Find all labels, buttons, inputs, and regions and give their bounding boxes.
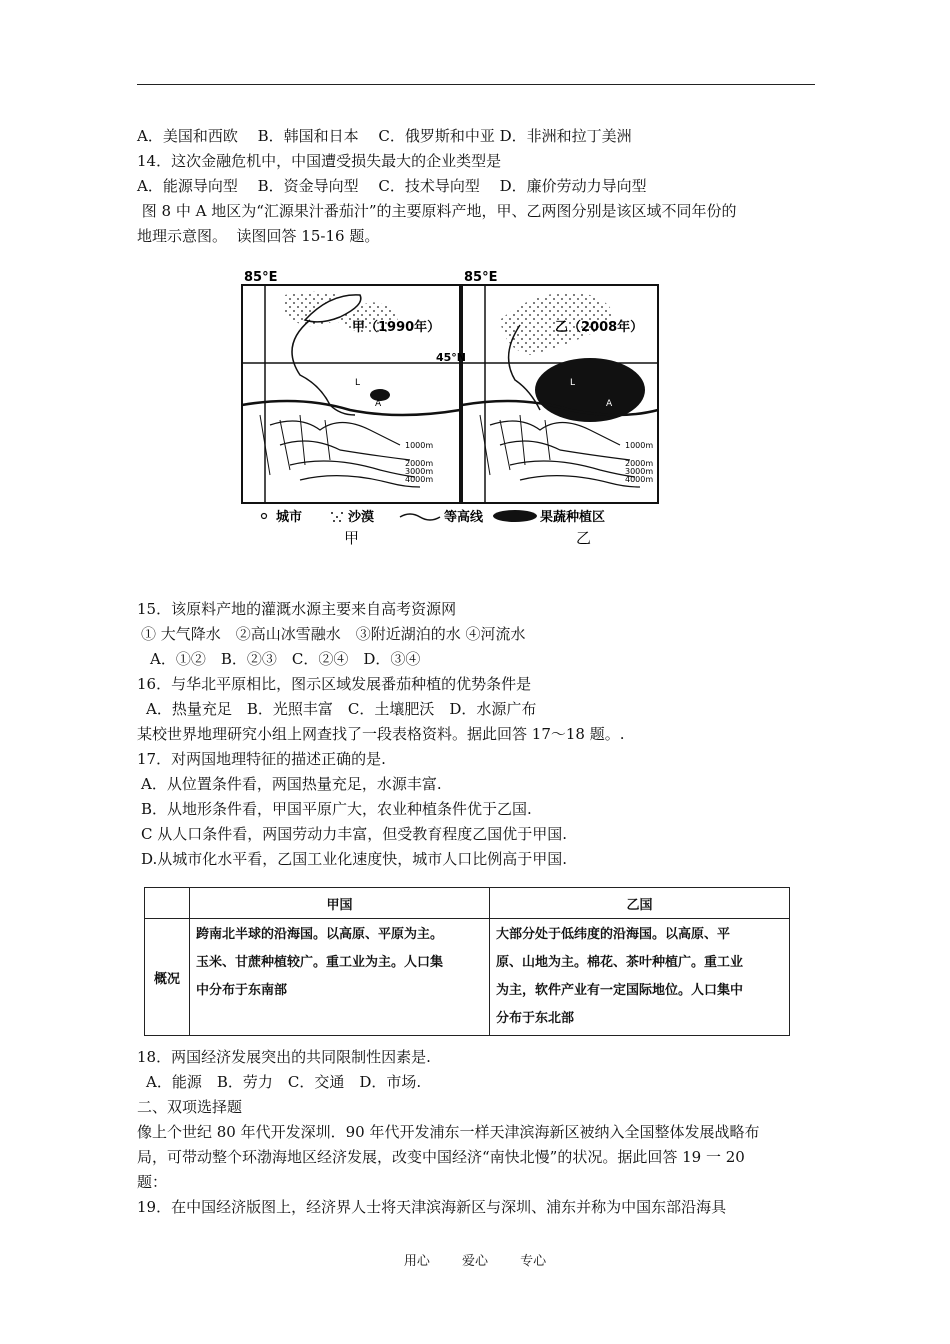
legend-city: 城市 <box>276 510 303 525</box>
intro-19-line1: 像上个世纪 80 年代开发深圳．90 年代开发浦东一样天津滨海新区被纳入全国整体发展战略布 <box>137 1123 760 1141</box>
footer-item: 爱心 <box>461 1254 488 1269</box>
table-cell-right-line: 为主，软件产业有一定国际地位。人口集中 <box>496 983 744 998</box>
q17-option-a: A．从位置条件看，两国热量充足，水源丰富. <box>141 775 442 793</box>
section-heading: 二、双项选择题 <box>137 1098 243 1116</box>
contour-4000-left: 4000m <box>405 475 434 484</box>
q13-options: A．美国和西欧 B．韩国和日本 C．俄罗斯和中亚 D．非洲和拉丁美洲 <box>137 127 632 145</box>
map-title-left: 甲（1990年） <box>352 320 441 335</box>
meridian-label-right: 85°E <box>464 270 498 285</box>
label-L-left: L <box>355 378 361 388</box>
q16-stem: 16．与华北平原相比，图示区域发展番茄种植的优势条件是 <box>137 675 532 693</box>
q17-stem: 17．对两国地理特征的描述正确的是. <box>137 750 386 768</box>
page-footer <box>0 1250 950 1269</box>
map-figure <box>240 265 660 550</box>
q14-options: A．能源导向型 B．资金导向型 C．技术导向型 D．廉价劳动力导向型 <box>137 177 647 195</box>
table-cell-right-line: 分布于东北部 <box>496 1011 575 1026</box>
table-header-right: 乙国 <box>490 888 790 919</box>
country-table <box>144 887 790 1028</box>
contour-2000-left: 2000m <box>405 459 434 468</box>
table-cell-right <box>490 919 790 1036</box>
q18-options: A．能源 B．劳力 C．交通 D．市场. <box>146 1073 422 1091</box>
q14-stem: 14．这次金融危机中，中国遭受损失最大的企业类型是 <box>137 152 502 170</box>
q15-stem: 15．该原料产地的灌溉水源主要来自高考资源网 <box>137 600 457 618</box>
contour-1000-left: 1000m <box>405 441 434 450</box>
header-rule <box>137 84 815 85</box>
intro-19-line3: 题： <box>137 1173 168 1191</box>
meridian-label-left: 85°E <box>244 270 278 285</box>
map-title-right: 乙（2008年） <box>555 320 644 335</box>
map-caption-right: 乙 <box>576 529 592 547</box>
legend-contour: 等高线 <box>444 510 484 525</box>
contour-2000-right: 2000m <box>625 459 654 468</box>
table-row-label: 概况 <box>145 919 190 1036</box>
label-L-right: L <box>570 378 576 388</box>
table-cell-right-line: 原、山地为主。棉花、茶叶种植广。重工业 <box>496 955 744 970</box>
q15-options: A．①② B．②③ C．②④ D．③④ <box>150 650 421 668</box>
legend-desert-icon <box>331 512 343 522</box>
table-cell-left-line: 玉米、甘蔗种植较广。重工业为主。人口集 <box>196 955 444 970</box>
legend-desert: 沙漠 <box>348 510 375 525</box>
contour-3000-right: 3000m <box>625 467 654 476</box>
legend-orchard-icon <box>493 510 537 522</box>
legend-city-icon <box>262 514 267 519</box>
footer-item: 专心 <box>520 1254 547 1269</box>
table-cell-left-line: 跨南北半球的沿海国。以高原、平原为主。 <box>196 927 444 942</box>
table-row <box>145 919 790 1036</box>
table-header-row <box>145 888 790 919</box>
intro-15-line2: 地理示意图。 读图回答 15-16 题。 <box>137 227 380 245</box>
q18-stem: 18．两国经济发展突出的共同限制性因素是. <box>137 1048 431 1066</box>
contour-1000-right: 1000m <box>625 441 654 450</box>
q15-items: ① 大气降水 ②高山冰雪融水 ③附近湖泊的水 ④河流水 <box>141 625 526 643</box>
label-A-right: A <box>606 399 613 409</box>
legend-contour-icon <box>400 514 440 520</box>
q17-option-b: B．从地形条件看，甲国平原广大，农业种植条件优于乙国. <box>141 800 532 818</box>
table-corner <box>145 888 190 919</box>
q17-option-d: D.从城市化水平看，乙国工业化速度快，城市人口比例高于甲国. <box>141 850 568 868</box>
table-cell-left <box>190 919 490 1036</box>
table-header-left: 甲国 <box>190 888 490 919</box>
label-A-left: A <box>375 399 382 409</box>
q17-option-c: C 从人口条件看，两国劳动力丰富，但受教育程度乙国优于甲国. <box>141 825 568 843</box>
intro-15-line1: 图 8 中 A 地区为“汇源果汁番茄汁”的主要原料产地，甲、乙两图分别是该区域不同年份的 <box>137 202 737 220</box>
contour-3000-left: 3000m <box>405 467 434 476</box>
contour-4000-right: 4000m <box>625 475 654 484</box>
footer-item: 用心 <box>403 1254 430 1269</box>
table-cell-left-line: 中分布于东南部 <box>196 983 288 998</box>
q19-stem: 19．在中国经济版图上，经济界人士将天津滨海新区与深圳、浦东并称为中国东部沿海具 <box>137 1198 727 1216</box>
intro-17: 某校世界地理研究小组上网查找了一段表格资料。据此回答 17～18 题。. <box>137 725 625 743</box>
q16-options: A．热量充足 B．光照丰富 C．土壤肥沃 D．水源广布 <box>146 700 537 718</box>
intro-19-line2: 局，可带动整个环渤海地区经济发展，改变中国经济“南快北慢”的状况。据此回答 19 一 20 <box>137 1148 745 1166</box>
map-caption-left: 甲 <box>344 529 360 547</box>
table-cell-right-line: 大部分处于低纬度的沿海国。以高原、平 <box>496 927 731 942</box>
parallel-label: 45°N <box>436 351 467 364</box>
legend-orchard: 果蔬种植区 <box>540 510 606 525</box>
